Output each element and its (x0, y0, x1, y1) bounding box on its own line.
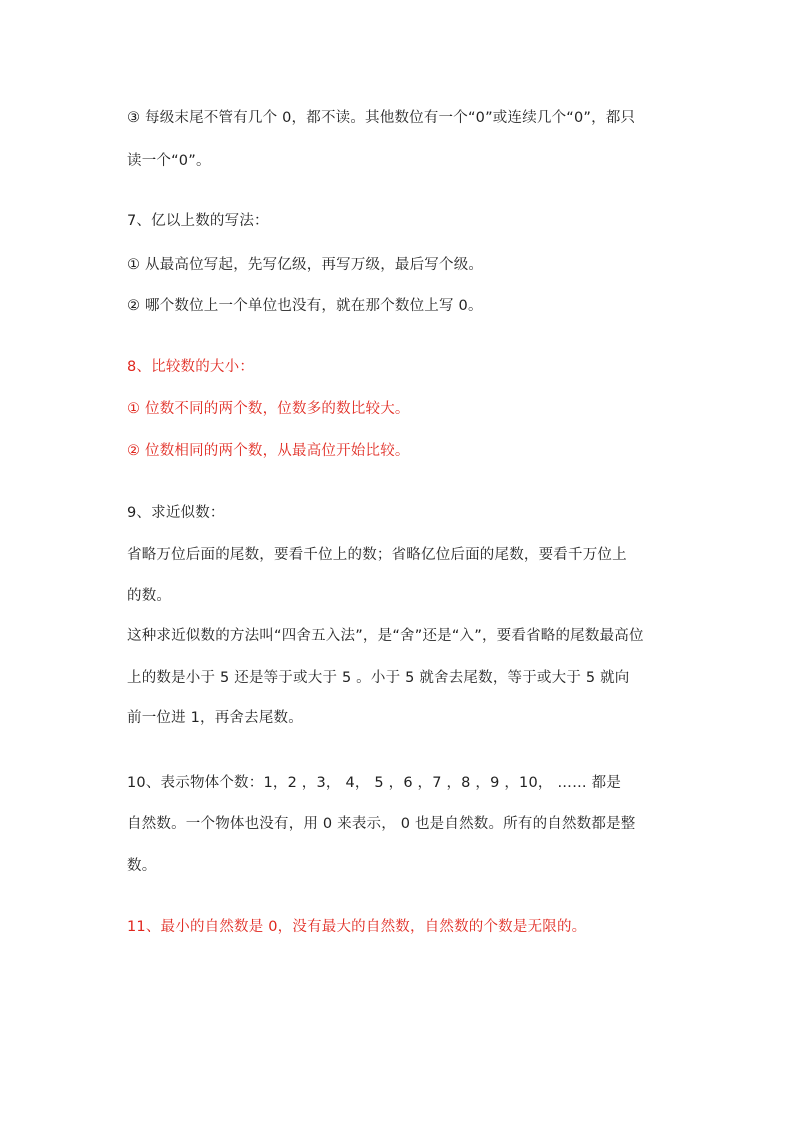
section-9-paragraph-1-line-2: 的数。 (127, 588, 172, 604)
section-10-line-3: 数。 (127, 858, 157, 874)
section-8-item-1: ① 位数不同的两个数，位数多的数比较大。 (127, 401, 410, 417)
section-8-item-2: ② 位数相同的两个数，从最高位开始比较。 (127, 443, 410, 459)
section-11-line: 11、最小的自然数是 0，没有最大的自然数，自然数的个数是无限的。 (127, 919, 587, 935)
section-9-paragraph-2-line-2: 上的数是小于 5 还是等于或大于 5 。小于 5 就舍去尾数，等于或大于 5 就向 (127, 670, 630, 686)
section-7-item-2: ② 哪个数位上一个单位也没有，就在那个数位上写 0。 (127, 298, 483, 314)
rule-3-line-2: 读一个“0”。 (127, 153, 211, 169)
section-7-heading: 7、亿以上数的写法： (127, 213, 269, 229)
section-10-line-1: 10、表示物体个数：1，2 ，3， 4， 5 ，6 ，7 ，8 ，9 ，10， …… 都是 (127, 775, 622, 791)
section-9-paragraph-2-line-1: 这种求近似数的方法叫“四舍五入法”，是“舍”还是“入”，要看省略的尾数最高位 (127, 628, 644, 644)
section-8-heading: 8、比较数的大小： (127, 359, 255, 375)
section-9-paragraph-1-line-1: 省略万位后面的尾数，要看千位上的数；省略亿位后面的尾数，要看千万位上 (127, 547, 627, 563)
rule-3-line-1: ③ 每级末尾不管有几个 0，都不读。其他数位有一个“0”或连续几个“0”，都只 (127, 110, 636, 126)
section-7-item-1: ① 从最高位写起，先写亿级，再写万级，最后写个级。 (127, 257, 484, 273)
section-9-heading: 9、求近似数： (127, 505, 225, 521)
section-9-paragraph-2-line-3: 前一位进 1，再舍去尾数。 (127, 710, 303, 726)
section-10-line-2: 自然数。一个物体也没有，用 0 来表示， 0 也是自然数。所有的自然数都是整 (127, 816, 636, 832)
